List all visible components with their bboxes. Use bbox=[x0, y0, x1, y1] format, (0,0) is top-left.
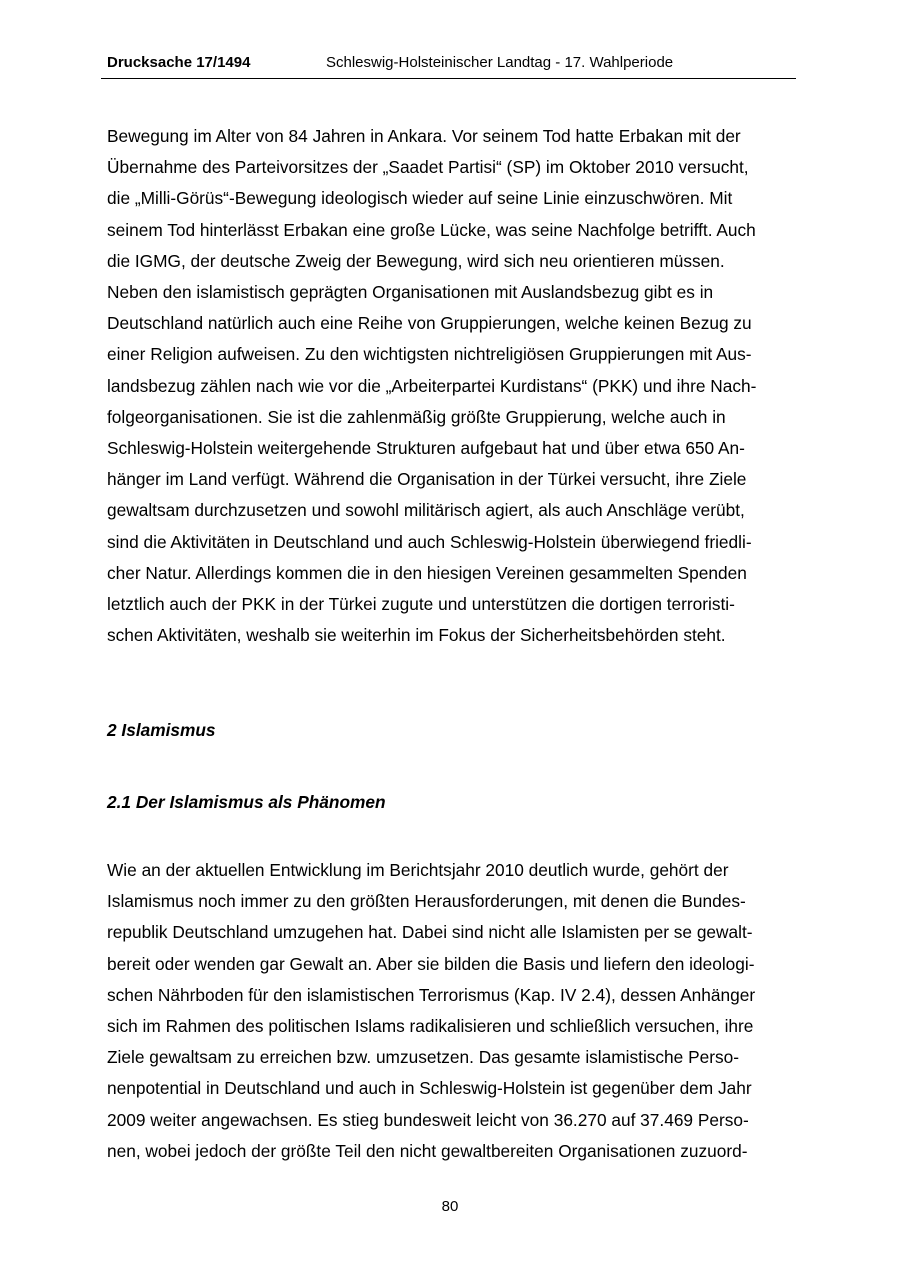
text-line: Übernahme des Parteivorsitzes der „Saadet Partisi“ (SP) im Oktober 2010 versucht, bbox=[107, 157, 749, 178]
text-line: nen, wobei jedoch der größte Teil den nicht gewaltbereiten Organisationen zuzuord- bbox=[107, 1140, 748, 1161]
text-line: Ziele gewaltsam zu erreichen bzw. umzusetzen. Das gesamte islamistische Perso- bbox=[107, 1047, 739, 1068]
subsection-heading: 2.1 Der Islamismus als Phänomen bbox=[107, 792, 386, 812]
body-paragraph-2 bbox=[107, 855, 755, 1167]
text-line: Islamismus noch immer zu den größten Herausforderungen, mit denen die Bundes- bbox=[107, 891, 746, 912]
text-line: gewaltsam durchzusetzen und sowohl militärisch agiert, als auch Anschläge verübt, bbox=[107, 500, 745, 521]
text-line: landsbezug zählen nach wie vor die „Arbeiterpartei Kurdistans“ (PKK) und ihre Nach- bbox=[107, 375, 757, 396]
text-line: 2009 weiter angewachsen. Es stieg bundesweit leicht von 36.270 auf 37.469 Perso- bbox=[107, 1109, 749, 1130]
text-line: einer Religion aufweisen. Zu den wichtigsten nichtreligiösen Gruppierungen mit Aus- bbox=[107, 344, 752, 365]
text-line: nenpotential in Deutschland und auch in Schleswig-Holstein ist gegenüber dem Jahr bbox=[107, 1078, 752, 1099]
header-title: Schleswig-Holsteinischer Landtag - 17. Wahlperiode bbox=[326, 54, 674, 71]
text-line: seinem Tod hinterlässt Erbakan eine große Lücke, was seine Nachfolge betrifft. Auch bbox=[107, 219, 756, 240]
text-line: schen Aktivitäten, weshalb sie weiterhin im Fokus der Sicherheitsbehörden steht. bbox=[107, 625, 726, 646]
text-line: die IGMG, der deutsche Zweig der Bewegung, wird sich neu orientieren müssen. bbox=[107, 250, 725, 271]
text-line: folgeorganisationen. Sie ist die zahlenmäßig größte Gruppierung, welche auch in bbox=[107, 406, 726, 427]
text-line: sich im Rahmen des politischen Islams radikalisieren und schließlich versuchen, ihre bbox=[107, 1016, 754, 1037]
document-number: Drucksache 17/1494 bbox=[107, 54, 251, 71]
text-line: Deutschland natürlich auch eine Reihe von Gruppierungen, welche keinen Bezug zu bbox=[107, 313, 752, 334]
page-number: 80 bbox=[441, 1198, 459, 1215]
text-line: cher Natur. Allerdings kommen die in den hiesigen Vereinen gesammelten Spenden bbox=[107, 562, 747, 583]
text-line: Schleswig-Holstein weitergehende Strukturen aufgebaut hat und über etwa 650 An- bbox=[107, 438, 745, 459]
text-line: Bewegung im Alter von 84 Jahren in Ankara. Vor seinem Tod hatte Erbakan mit der bbox=[107, 126, 741, 146]
text-line: Wie an der aktuellen Entwicklung im Berichtsjahr 2010 deutlich wurde, gehört der bbox=[107, 860, 729, 880]
text-line: sind die Aktivitäten in Deutschland und auch Schleswig-Holstein überwiegend friedli- bbox=[107, 531, 752, 552]
section-heading: 2 Islamismus bbox=[107, 720, 216, 740]
text-line: letztlich auch der PKK in der Türkei zugute und unterstützen die dortigen terroristi- bbox=[107, 594, 735, 615]
text-line: schen Nährboden für den islamistischen Terrorismus (Kap. IV 2.4), dessen Anhänger bbox=[107, 984, 756, 1005]
text-line: republik Deutschland umzugehen hat. Dabei sind nicht alle Islamisten per se gewalt- bbox=[107, 922, 753, 943]
text-line: bereit oder wenden gar Gewalt an. Aber sie bilden die Basis und liefern den ideologi- bbox=[107, 953, 755, 974]
text-line: die „Milli-Görüs“-Bewegung ideologisch wieder auf seine Linie einzuschwören. Mit bbox=[107, 188, 733, 209]
body-paragraph-1 bbox=[107, 121, 756, 651]
text-line: Neben den islamistisch geprägten Organisationen mit Auslandsbezug gibt es in bbox=[107, 282, 714, 303]
text-line: hänger im Land verfügt. Während die Organisation in der Türkei versucht, ihre Ziele bbox=[107, 469, 747, 490]
page-header bbox=[101, 52, 796, 79]
